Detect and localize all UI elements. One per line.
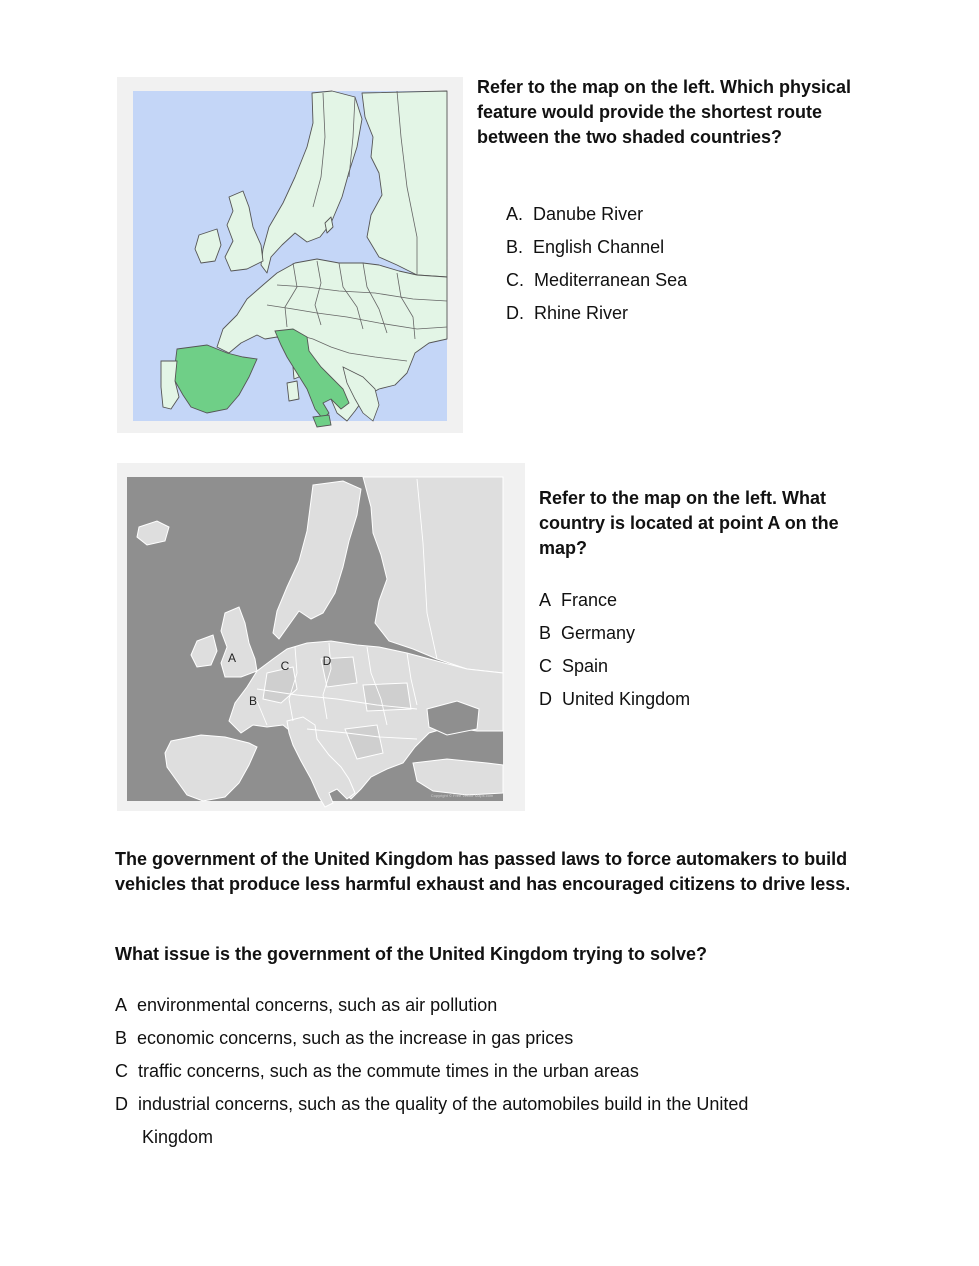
map-credit: Copyright © Free Vector Maps.com [430,793,494,798]
option-text: traffic concerns, such as the commute times in the urban areas [138,1061,639,1081]
option-letter: D [539,689,552,709]
option-text: United Kingdom [562,689,691,709]
map-marker-a: A [227,651,237,665]
question-3-options [115,989,748,1154]
option-text: Danube River [533,204,644,224]
gray-map-graphic [117,463,525,811]
europe-map-graphic [117,77,463,433]
option-text-continuation: Kingdom [142,1127,214,1147]
question-1-option-c[interactable] [506,264,687,297]
question-1-options [506,198,687,330]
question-2-option-c[interactable] [539,650,690,683]
question-2-options [539,584,690,716]
option-text: environmental concerns, such as air pollution [137,995,498,1015]
option-letter: D [115,1094,128,1114]
question-1-option-d[interactable] [506,297,687,330]
option-text: Spain [562,656,609,676]
sardinia [287,381,299,401]
option-text: France [561,590,618,610]
europe-political-map [117,77,463,433]
question-3-option-a[interactable] [115,989,748,1022]
question-3-option-c[interactable] [115,1055,748,1088]
option-letter: B [539,623,552,643]
map-marker-b: B [248,694,258,708]
option-text: English Channel [533,237,665,257]
option-letter: C [115,1061,128,1081]
europe-gray-map [117,463,525,811]
question-3-option-b[interactable] [115,1022,748,1055]
question-3-prompt: What issue is the government of the United Kingdom trying to solve? [115,944,708,964]
question-1-option-b[interactable] [506,231,687,264]
option-letter: C. [506,270,524,290]
option-text: industrial concerns, such as the quality of the automobiles build in the United [138,1094,749,1114]
option-letter: A [115,995,128,1015]
question-3-option-d-continuation [115,1121,748,1154]
option-text: Mediterranean Sea [534,270,688,290]
option-letter: B. [506,237,524,257]
option-text: Rhine River [534,303,629,323]
option-text: economic concerns, such as the increase in gas prices [137,1028,574,1048]
option-letter: B [115,1028,128,1048]
question-2-prompt: Refer to the map on the left. What country is located at point A on the map? [539,488,839,558]
option-letter: D. [506,303,524,323]
question-3-passage: The government of the United Kingdom has passed laws to force automakers to build vehicles that produce less harmful exhaust and has encouraged citizens to drive less. [115,849,851,894]
portugal [161,361,179,409]
question-1-option-a[interactable] [506,198,687,231]
option-letter: C [539,656,552,676]
option-text: Germany [561,623,636,643]
question-2-option-a[interactable] [539,584,690,617]
question-1-prompt: Refer to the map on the left. Which physical feature would provide the shortest route between the two shaded countries? [477,77,852,147]
question-2-option-d[interactable] [539,683,690,716]
question-3-option-d[interactable] [115,1088,748,1121]
map-marker-d: D [322,654,332,668]
option-letter: A [539,590,552,610]
question-2-option-b[interactable] [539,617,690,650]
map-marker-c: C [280,659,290,673]
option-letter: A. [506,204,524,224]
sicily [313,415,331,427]
